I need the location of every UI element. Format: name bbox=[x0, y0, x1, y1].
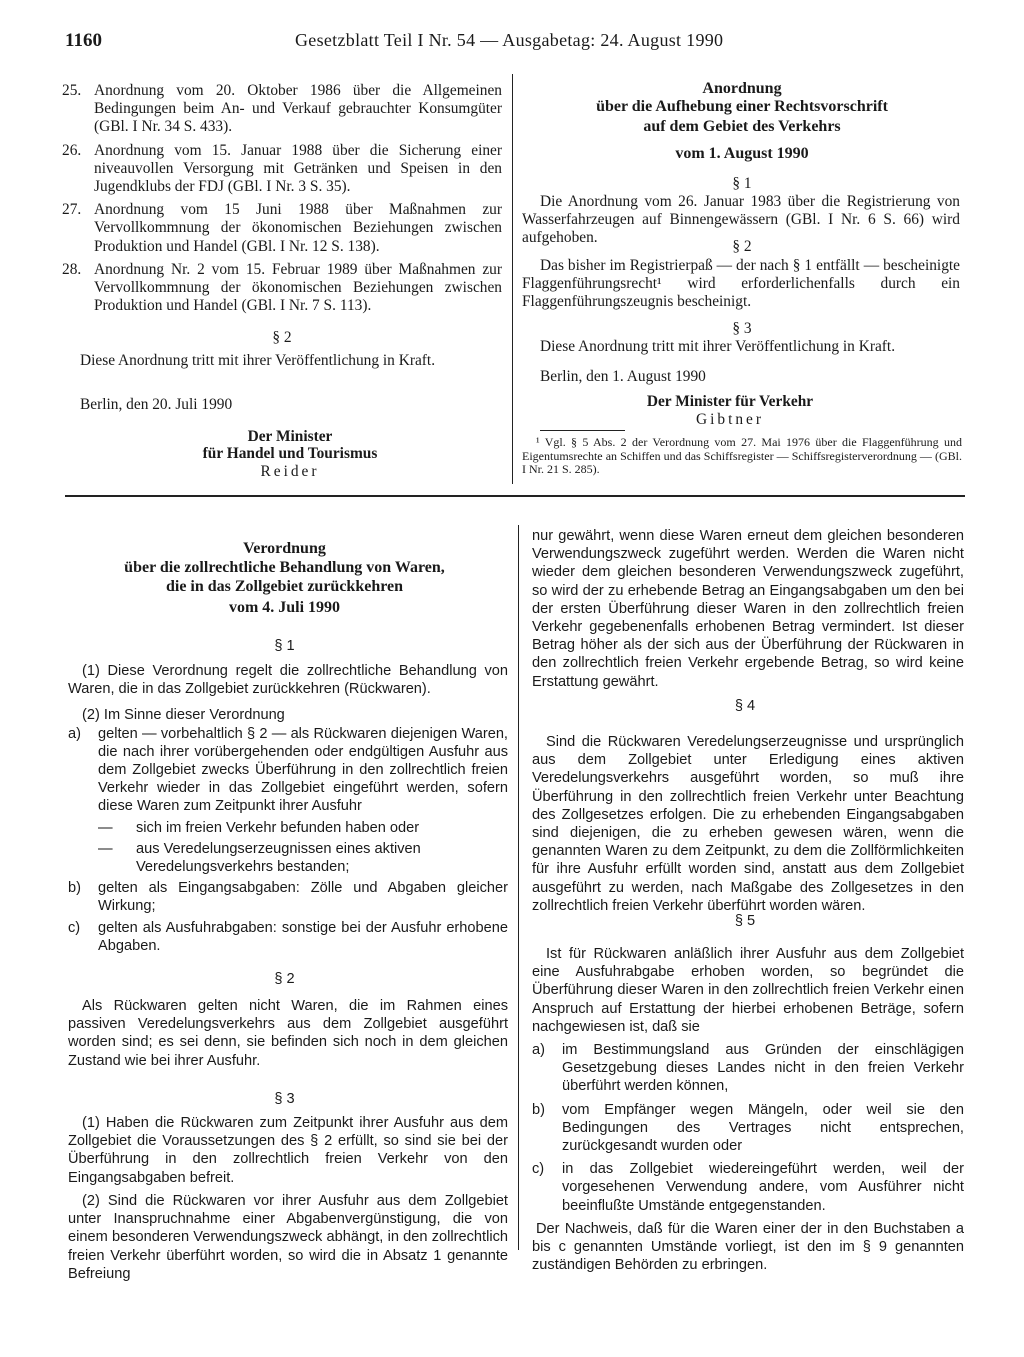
paragraph: (2) Im Sinne dieser Verordnung bbox=[82, 707, 285, 724]
date-line: Berlin, den 1. August 1990 bbox=[540, 368, 706, 385]
paragraph: nur gewährt, wenn diese Waren erneut dem gleichen besonderen Verwendungszweck zugeführt werden. Werden die Waren nicht wieder dem gleichen besonderen Verwendungszweck zugeführt, so wird der zu erhebende Betrag an Eingangsabgaben um den bei der ersten Überführung dieser Waren in den zollrechtlich freien Verkehr gegebenenfalls erhobenen Betrag vermindert. Ist dieser Betrag höher als der sich aus der Überführung der Rückwaren in den zollrechtlich freien Verkehr ergebende Betrag, so wird keine Erstattung gewährt. bbox=[532, 528, 964, 690]
item-text: Anordnung Nr. 2 vom 15. Februar 1989 über Maßnahmen zur Vervollkommnung der ökonomischen Beziehungen zwischen Produktion und Handel (GBl. I Nr. 7 S. 113). bbox=[94, 260, 502, 315]
item-text: in das Zollgebiet wiedereingeführt werden, weil der vorgesehenen Verwendung andere, vom Ausführer nicht beeinflußte Umstände entgegenstanden. bbox=[562, 1161, 964, 1214]
paragraph: Das bisher im Registrierpaß — der nach § 1 entfällt — bescheinigte Flaggenführungsrecht¹ wird erforderlichenfalls durch ein Flaggenführungszeugnis bescheinigt. bbox=[522, 257, 960, 311]
item-text: im Bestimmungsland aus Gründen der einschlägigen Gesetzgebung dieses Landes nicht in den freien Verkehr überführt werden können, bbox=[562, 1042, 964, 1095]
item-text: Anordnung vom 15 Juni 1988 über Maßnahmen zur Vervollkommnung der ökonomischen Beziehungen zwischen Produktion und Handel (GBl. I Nr. 12 S. 138). bbox=[94, 201, 502, 255]
item-number: 26. bbox=[62, 141, 82, 159]
item-label: c) bbox=[68, 919, 81, 936]
section-heading: § 2 bbox=[274, 971, 295, 987]
item-text: Anordnung vom 15. Januar 1988 über die Sicherung einer niveauvollen Versorgung mit Getränken und Speisen in den Jugendklubs der FDJ (GBl. I Nr. 3 S. 35). bbox=[94, 141, 502, 196]
signature-name: Reider bbox=[260, 463, 320, 480]
bottom-column-divider bbox=[518, 525, 519, 1250]
signature-title: für Handel und Tourismus bbox=[202, 445, 378, 462]
document-title: Anordnung bbox=[702, 80, 782, 97]
item-text: Anordnung vom 20. Oktober 1986 über die Allgemeinen Bedingungen beim An- und Verkauf gebrauchter Konsumgüter (GBl. I Nr. 34 S. 433). bbox=[94, 82, 502, 136]
item-number: 27. bbox=[62, 201, 82, 219]
list-item bbox=[62, 142, 502, 197]
section-heading: § 3 bbox=[274, 1091, 295, 1107]
item-text: sich im freien Verkehr befunden haben oder bbox=[136, 819, 420, 836]
item-label: a) bbox=[532, 1042, 545, 1059]
document-date: vom 1. August 1990 bbox=[675, 145, 809, 162]
footnote-rule bbox=[540, 430, 625, 431]
date-line: Berlin, den 20. Juli 1990 bbox=[80, 396, 233, 413]
item-label: b) bbox=[532, 1101, 545, 1118]
document-title: über die zollrechtliche Behandlung von Waren, bbox=[124, 559, 445, 576]
list-item bbox=[68, 879, 508, 915]
dash-bullet: — bbox=[98, 840, 113, 857]
document-title: Verordnung bbox=[243, 540, 326, 557]
bottom-left-body bbox=[68, 662, 508, 955]
list-item bbox=[532, 1160, 964, 1215]
dash-bullet: — bbox=[98, 819, 113, 836]
paragraph: Sind die Rückwaren Veredelungserzeugnisse und ursprünglich aus dem Zollgebiet unter Erledigung eines aktiven Veredelungsverkehrs ausgeführt worden, so muß ihre Überführung in den zollrechtlich freien Verkehr unter Beachtung des Zollgesetzes erfolgen. Die zu erhebenden Eingangsabgaben sind diejenigen, die zu erheben gewesen wären, wenn die genannten Waren zu dem Zeitpunkt, zu dem die Zollförmlichkeiten für ihre Ausfuhr erfüllt worden sind, anstatt aus dem Zollgebiet ausgeführt zu werden, nach Maßgabe des Zollgesetzes in den zollrechtlich freien Verkehr überführt worden wären. bbox=[532, 734, 964, 914]
paragraph: Diese Anordnung tritt mit ihrer Veröffentlichung in Kraft. bbox=[80, 352, 436, 369]
paragraph: (1) Diese Verordnung regelt die zollrechtliche Behandlung von Waren, die in das Zollgebiet zurückkehren (Rückwaren). bbox=[68, 663, 508, 698]
section-heading: § 1 bbox=[732, 175, 752, 192]
paragraph: (2) Sind die Rückwaren vor ihrer Ausfuhr aus dem Zollgebiet unter Inanspruchnahme einer Abgabenvergünstigung, die von einem besonderen Verwendungszweck abhängt, in den zollrechtlich freien Verkehr überführt worden, so wird die in Absatz 1 genannte Befreiung bbox=[68, 1193, 508, 1282]
document-title: über die Aufhebung einer Rechtsvorschrift bbox=[596, 98, 888, 115]
item-text: gelten als Ausfuhrabgaben: sonstige bei der Ausfuhr erhobene Abgaben. bbox=[98, 919, 508, 954]
paragraph: Diese Anordnung tritt mit ihrer Veröffentlichung in Kraft. bbox=[540, 338, 896, 355]
item-label: c) bbox=[532, 1161, 545, 1178]
section-heading: § 2 bbox=[732, 238, 752, 255]
list-item bbox=[98, 840, 508, 876]
section-heading: § 2 bbox=[272, 329, 292, 346]
item-number: 25. bbox=[62, 82, 82, 99]
item-number: 28. bbox=[62, 260, 82, 278]
item-label: b) bbox=[68, 880, 81, 897]
paragraph: Als Rückwaren gelten nicht Waren, die im Rahmen eines passiven Veredelungsverkehrs aus dem Zollgebiet ausgeführt worden sind; es sei denn, sie befinden sich noch in dem gleichen Zustand wie bei ihrer Ausfuhr. bbox=[68, 998, 508, 1069]
list-item bbox=[68, 725, 508, 816]
signature-title: Der Minister für Verkehr bbox=[646, 393, 814, 410]
list-item bbox=[532, 1041, 964, 1096]
section-divider bbox=[65, 495, 965, 497]
item-text: aus Veredelungserzeugnissen eines aktiven Veredelungsverkehrs bestanden; bbox=[136, 840, 421, 876]
footnote: ¹ Vgl. § 5 Abs. 2 der Verordnung vom 27. Mai 1976 über die Flaggenführung und Eigentumsrechte an Schiffen und das Schiffsregister — Schiffsregisterverordnung — (GBl. I Nr. 21 S. 285). bbox=[522, 435, 962, 476]
list-item bbox=[62, 261, 502, 316]
section-heading: § 3 bbox=[732, 320, 752, 337]
document-date: vom 4. Juli 1990 bbox=[228, 599, 341, 616]
bottom-right-body bbox=[532, 945, 964, 1274]
top-column-divider bbox=[512, 74, 513, 484]
signature-title: Der Minister bbox=[247, 428, 333, 445]
item-label: a) bbox=[68, 725, 81, 742]
list-item bbox=[98, 819, 508, 837]
gazette-header-title: Gesetzblatt Teil I Nr. 54 — Ausgabetag: 24. August 1990 bbox=[295, 30, 724, 50]
list-item bbox=[62, 201, 502, 256]
document-title: die in das Zollgebiet zurückkehren bbox=[165, 578, 404, 595]
section-heading: § 1 bbox=[274, 638, 295, 654]
document-title: auf dem Gebiet des Verkehrs bbox=[643, 118, 841, 135]
item-text: gelten — vorbehaltlich § 2 — als Rückwaren diejenigen Waren, die nach ihrer vorübergehenden oder endgültigen Ausfuhr aus dem Zollgebiet zwecks Überführung in den zollrechtlich freien Verkehr wieder in das Zollgebiet eingeführt werden, sofern diese Waren zum Zeitpunkt ihrer Ausfuhr bbox=[98, 725, 508, 815]
page-number: 1160 bbox=[65, 30, 102, 51]
list-item bbox=[68, 919, 508, 955]
item-text: vom Empfänger wegen Mängeln, oder weil sie den Bedingungen des Vertrages nicht entsprechen, zurückgesandt wurden oder bbox=[562, 1101, 964, 1155]
list-item bbox=[62, 82, 502, 137]
section-heading: § 4 bbox=[734, 698, 756, 714]
item-text: gelten als Eingangsabgaben: Zölle und Abgaben gleicher Wirkung; bbox=[98, 880, 508, 915]
paragraph: Der Nachweis, daß für die Waren einer der in den Buchstaben a bis c genannten Umstände vorliegt, ist den im § 9 genannten zuständigen Behörden zu erbringen. bbox=[532, 1220, 964, 1274]
paragraph: (1) Haben die Rückwaren zum Zeitpunkt ihrer Ausfuhr aus dem Zollgebiet die Voraussetzungen des § 2 erfüllt, so sind sie bei der Überführung in den zollrechtlich freien Verkehr von den Eingangsabgaben befreit. bbox=[68, 1115, 508, 1186]
paragraph: Die Anordnung vom 26. Januar 1983 über die Registrierung von Wasserfahrzeugen auf Binnengewässern (GBl. I Nr. 6 S. 66) wird aufgehoben. bbox=[522, 193, 960, 247]
paragraph: Ist für Rückwaren anläßlich ihrer Ausfuhr aus dem Zollgebiet eine Ausfuhrabgabe erhoben worden, so begründet die Überführung dieser Waren in den zollrechtlich freien Verkehr einen Anspruch auf Erstattung der hierbei erhobenen Beträge, sofern nachgewiesen ist, daß sie bbox=[532, 946, 964, 1035]
top-left-column bbox=[62, 82, 502, 320]
section-heading: § 5 bbox=[734, 913, 756, 929]
signature-name: Gibtner bbox=[695, 411, 764, 428]
list-item bbox=[532, 1101, 964, 1156]
